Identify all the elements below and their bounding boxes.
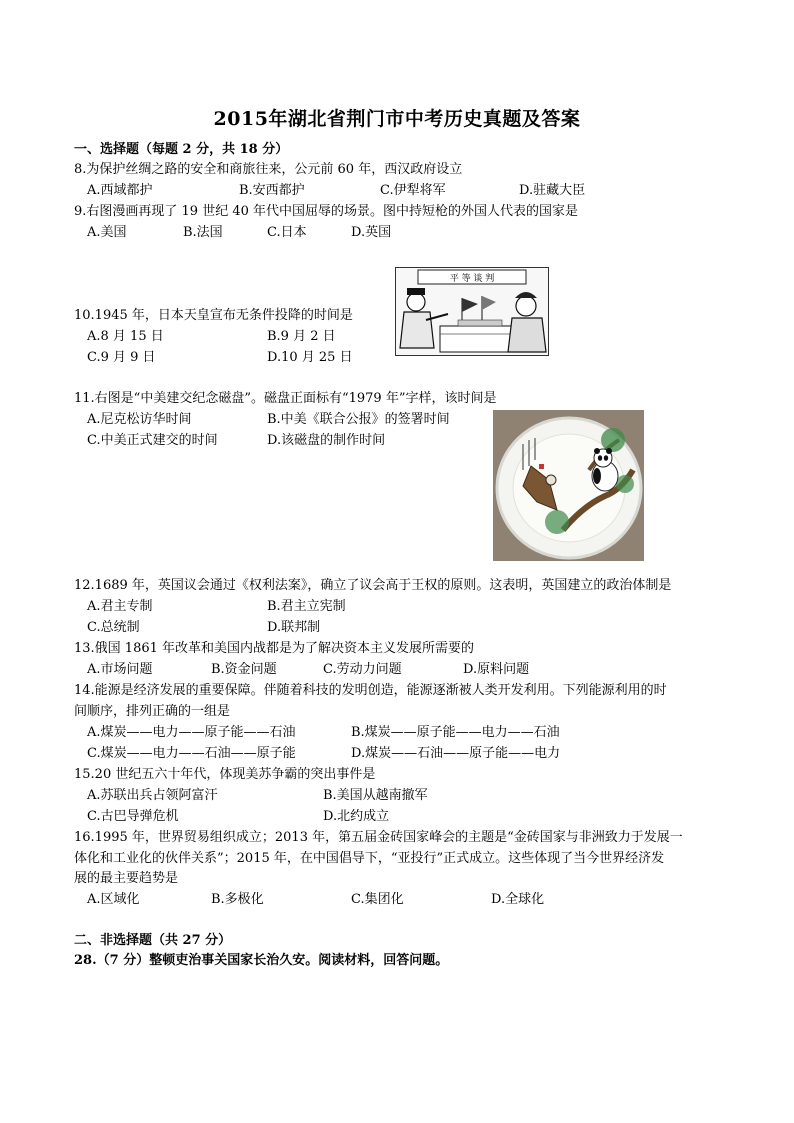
question-10-stem: 10.1945 年，日本天皇宣布无条件投降的时间是: [74, 308, 353, 323]
plate-pine-shape-1: [601, 428, 625, 452]
question-8-option-c: C.伊犁将军: [380, 183, 446, 198]
soldier-hat-shape: [407, 288, 425, 295]
question-16-option-a: A.区域化: [87, 892, 140, 907]
question-16-stem-line-2: 体化和工业化的伙伴关系”；2015 年，在中国倡导下，“亚投行”正式成立。这些体现了当今世界经济发: [74, 851, 665, 866]
question-9-stem: 9.右图漫画再现了 19 世纪 40 年代中国屈辱的场景。图中持短枪的外国人代表的国家是: [74, 204, 579, 219]
negotiation-cartoon-image: [395, 267, 549, 356]
flag-right-shape: [482, 296, 496, 310]
panda-ear-left-shape: [594, 448, 600, 454]
plate-pine-shape-3: [616, 475, 634, 493]
question-15-option-c: C.古巴导弹危机: [87, 809, 179, 824]
question-14-option-c: C.煤炭——电力——石油——原子能: [87, 746, 296, 761]
question-9-option-b: B.法国: [183, 225, 223, 240]
question-13-option-c: C.劳动力问题: [323, 662, 402, 677]
section-heading-nonchoice: 二、非选择题（共 27 分）: [74, 933, 232, 948]
table-shape: [440, 326, 518, 352]
cartoon-drawing: [396, 268, 548, 355]
question-13-stem: 13.俄国 1861 年改革和美国内战都是为了解决资本主义发展所需要的: [74, 641, 475, 656]
question-12-option-b: B.君主立宪制: [267, 599, 346, 614]
flag-left-shape: [462, 298, 478, 312]
question-15-option-b: B.美国从越南撤军: [323, 788, 428, 803]
official-body-shape: [508, 318, 546, 352]
question-28-stem: 28.（7 分）整顿吏治事关国家长治久安。阅读材料，回答问题。: [74, 953, 449, 968]
question-12-option-d: D.联邦制: [267, 620, 321, 635]
question-8-option-b: B.安西都护: [239, 183, 305, 198]
soldier-body-shape: [400, 312, 434, 348]
section-heading-choice: 一、选择题（每题 2 分，共 18 分）: [74, 142, 289, 157]
question-8-option-a: A.西域都护: [87, 183, 153, 198]
question-14-stem-line-1: 14.能源是经济发展的重要保障。伴随着科技的发明创造，能源逐渐被人类开发利用。下列能源利用的时: [74, 683, 667, 698]
question-16-stem-line-1: 16.1995 年，世界贸易组织成立；2013 年，第五届金砖国家峰会的主题是“金砖国家与非洲致力于发展一: [74, 830, 683, 845]
question-16-stem-line-3: 展的最主要趋势是: [74, 871, 179, 886]
question-9-option-a: A.美国: [87, 225, 127, 240]
question-11-stem: 11.右图是“中美建交纪念磁盘”。磁盘正面标有“1979 年”字样，该时间是: [74, 391, 497, 406]
plate-pine-shape-2: [545, 510, 569, 534]
page-title: 2015年湖北省荆门市中考历史真题及答案: [213, 108, 581, 130]
question-10-option-c: C.9 月 9 日: [87, 350, 156, 365]
plate-seal-mark: [539, 464, 544, 469]
question-9-option-d: D.英国: [351, 225, 392, 240]
papers-shape: [458, 320, 502, 326]
question-12-stem: 12.1689 年，英国议会通过《权利法案》，确立了议会高于王权的原则。这表明，英国建立的政治体制是: [74, 578, 672, 593]
official-head-shape: [516, 296, 536, 316]
question-14-option-a: A.煤炭——电力——原子能——石油: [87, 725, 296, 740]
panda-eye-right-shape: [604, 455, 608, 461]
question-11-option-a: A.尼克松访华时间: [87, 412, 192, 427]
question-16-option-d: D.全球化: [491, 892, 545, 907]
question-8-stem: 8.为保护丝绸之路的安全和商旅往来，公元前 60 年，西汉政府设立: [74, 162, 463, 177]
question-13-option-d: D.原料问题: [463, 662, 530, 677]
cartoon-banner-text: 平 等 谈 判: [449, 274, 495, 284]
question-8-option-d: D.驻藏大臣: [519, 183, 586, 198]
panda-arm-shape: [593, 468, 601, 484]
question-14-option-b: B.煤炭——原子能——电力——石油: [351, 725, 560, 740]
official-hat-shape: [515, 292, 537, 298]
question-16-option-c: C.集团化: [351, 892, 404, 907]
question-11-option-c: C.中美正式建交的时间: [87, 433, 218, 448]
question-14-option-d: D.煤炭——石油——原子能——电力: [351, 746, 561, 761]
soldier-head-shape: [407, 293, 425, 311]
eagle-head-shape: [546, 475, 556, 485]
question-15-option-d: D.北约成立: [323, 809, 390, 824]
question-14-stem-line-2: 间顺序，排列正确的一组是: [74, 704, 231, 719]
panda-ear-right-shape: [606, 448, 612, 454]
question-9-option-c: C.日本: [267, 225, 307, 240]
question-11-option-d: D.该磁盘的制作时间: [267, 433, 386, 448]
question-15-stem: 15.20 世纪五六十年代，体现美苏争霸的突出事件是: [74, 767, 376, 782]
question-12-option-a: A.君主专制: [87, 599, 153, 614]
panda-eye-left-shape: [598, 455, 602, 461]
question-12-option-c: C.总统制: [87, 620, 140, 635]
question-13-option-a: A.市场问题: [87, 662, 153, 677]
question-10-option-b: B.9 月 2 日: [267, 329, 336, 344]
commemorative-plate-image: [493, 410, 644, 561]
question-15-option-a: A.苏联出兵占领阿富汗: [87, 788, 218, 803]
question-11-option-b: B.中美《联合公报》的签署时间: [267, 412, 450, 427]
question-10-option-a: A.8 月 15 日: [87, 329, 164, 344]
question-13-option-b: B.资金问题: [211, 662, 277, 677]
question-16-option-b: B.多极化: [211, 892, 264, 907]
plate-drawing: [493, 410, 644, 561]
question-10-option-d: D.10 月 25 日: [267, 350, 353, 365]
